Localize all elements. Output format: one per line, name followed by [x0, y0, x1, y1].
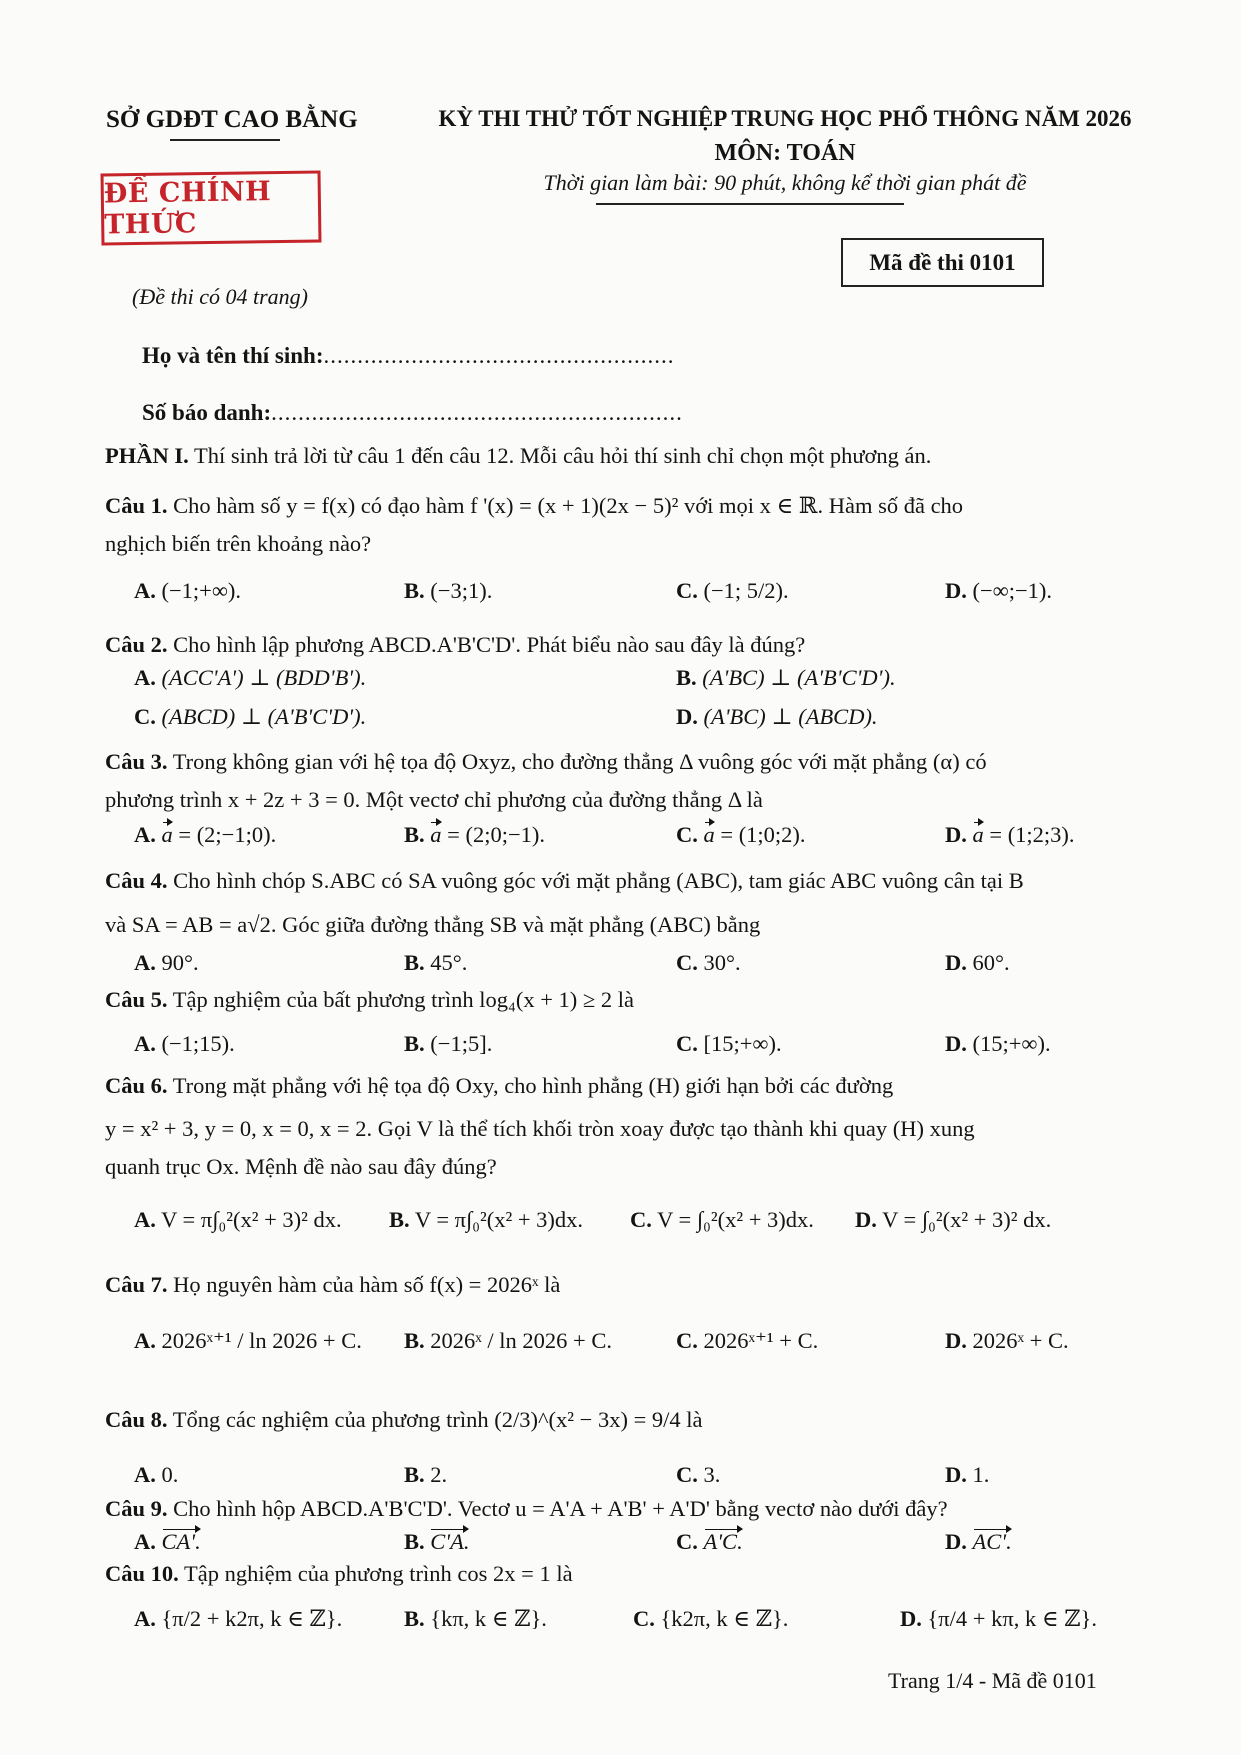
question-8: Câu 8. Tổng các nghiệm của phương trình (2/3)^(x² − 3x) = 9/4 là	[105, 1407, 703, 1432]
q3-option-d[interactable]: D. a = (1;2;3).	[945, 822, 1075, 847]
question-5: Câu 5. Tập nghiệm của bất phương trình log₄(x + 1) ≥ 2 là	[105, 987, 634, 1012]
q9-option-b[interactable]: B. C'A.	[404, 1529, 470, 1554]
q7-option-c[interactable]: C. 2026ˣ⁺¹ + C.	[676, 1328, 819, 1353]
candidate-name-field: Họ và tên thí sinh:....................................................	[142, 343, 675, 368]
q10-option-a[interactable]: A. {π/2 + k2π, k ∈ ℤ}.	[134, 1606, 343, 1631]
q2-option-c[interactable]: C. (ABCD) ⊥ (A'B'C'D').	[134, 704, 367, 729]
question-6-line-3: quanh trục Ox. Mệnh đề nào sau đây đúng?	[105, 1154, 497, 1179]
question-3: Câu 3. Trong không gian với hệ tọa độ Oxyz, cho đường thẳng Δ vuông góc với mặt phẳng (α) có	[105, 749, 987, 774]
question-10: Câu 10. Tập nghiệm của phương trình cos 2x = 1 là	[105, 1561, 573, 1586]
q5-option-d[interactable]: D. (15;+∞).	[945, 1031, 1051, 1056]
q3-option-c[interactable]: C. a = (1;0;2).	[676, 822, 806, 847]
question-6: Câu 6. Trong mặt phẳng với hệ tọa độ Oxy, cho hình phẳng (H) giới hạn bởi các đường	[105, 1073, 894, 1098]
q5-option-b[interactable]: B. (−1;5].	[404, 1031, 493, 1056]
q4-option-d[interactable]: D. 60°.	[945, 950, 1010, 975]
pages-note: (Đề thi có 04 trang)	[132, 284, 308, 309]
q1-option-c[interactable]: C. (−1; 5/2).	[676, 578, 789, 603]
q6-option-d[interactable]: D. V = ∫₀²(x² + 3)² dx.	[855, 1207, 1052, 1232]
q8-option-b[interactable]: B. 2.	[404, 1462, 448, 1487]
q7-option-d[interactable]: D. 2026ˣ + C.	[945, 1328, 1069, 1353]
q7-option-a[interactable]: A. 2026ˣ⁺¹ / ln 2026 + C.	[134, 1328, 362, 1353]
question-1-line-2: nghịch biến trên khoảng nào?	[105, 531, 372, 556]
part-1-heading: PHẦN I. Thí sinh trả lời từ câu 1 đến câu 12. Mỗi câu hỏi thí sinh chỉ chọn một phương án.	[105, 443, 932, 468]
page-footer: Trang 1/4 - Mã đề 0101	[888, 1668, 1097, 1693]
question-7: Câu 7. Họ nguyên hàm của hàm số f(x) = 2026ˣ là	[105, 1272, 561, 1297]
q5-option-c[interactable]: C. [15;+∞).	[676, 1031, 782, 1056]
q10-option-b[interactable]: B. {kπ, k ∈ ℤ}.	[404, 1606, 547, 1631]
question-4-line-2: và SA = AB = a√2. Góc giữa đường thẳng SB và mặt phẳng (ABC) bằng	[105, 912, 761, 937]
official-stamp: ĐỀ CHÍNH THỨC	[101, 170, 322, 245]
time-underline	[596, 203, 904, 205]
exam-subject: MÔN: TOÁN	[714, 140, 856, 166]
q4-option-a[interactable]: A. 90°.	[134, 950, 199, 975]
q1-option-d[interactable]: D. (−∞;−1).	[945, 578, 1053, 603]
q1-option-b[interactable]: B. (−3;1).	[404, 578, 493, 603]
candidate-id-label: Số báo danh:	[142, 400, 272, 425]
q4-option-b[interactable]: B. 45°.	[404, 950, 468, 975]
q9-option-d[interactable]: D. AC'.	[945, 1529, 1012, 1554]
q6-option-b[interactable]: B. V = π∫₀²(x² + 3)dx.	[389, 1207, 584, 1232]
candidate-name-label: Họ và tên thí sinh:	[142, 343, 324, 368]
exam-code: Mã đề thi 0101	[869, 249, 1016, 275]
q2-option-b[interactable]: B. (A'BC) ⊥ (A'B'C'D').	[676, 665, 896, 690]
q7-option-b[interactable]: B. 2026ˣ / ln 2026 + C.	[404, 1328, 612, 1353]
q8-option-a[interactable]: A. 0.	[134, 1462, 179, 1487]
q3-option-a[interactable]: A. a = (2;−1;0).	[134, 822, 277, 847]
question-2: Câu 2. Cho hình lập phương ABCD.A'B'C'D'. Phát biểu nào sau đây là đúng?	[105, 632, 806, 657]
q6-option-c[interactable]: C. V = ∫₀²(x² + 3)dx.	[630, 1207, 814, 1232]
exam-title: KỲ THI THỬ TỐT NGHIỆP TRUNG HỌC PHỔ THÔNG NĂM 2026	[438, 106, 1132, 131]
q9-option-c[interactable]: C. A'C.	[676, 1529, 743, 1554]
q3-option-b[interactable]: B. a = (2;0;−1).	[404, 822, 546, 847]
exam-code-box	[841, 238, 1044, 287]
q5-option-a[interactable]: A. (−1;15).	[134, 1031, 235, 1056]
q2-option-d[interactable]: D. (A'BC) ⊥ (ABCD).	[676, 704, 878, 729]
question-1: Câu 1. Cho hàm số y = f(x) có đạo hàm f '(x) = (x + 1)(2x − 5)² với mọi x ∈ ℝ. Hàm số đã cho	[105, 493, 964, 518]
q9-option-a[interactable]: A. CA'.	[134, 1529, 201, 1554]
department-underline	[170, 139, 280, 141]
q8-option-c[interactable]: C. 3.	[676, 1462, 721, 1487]
q8-option-d[interactable]: D. 1.	[945, 1462, 990, 1487]
q6-option-a[interactable]: A. V = π∫₀²(x² + 3)² dx.	[134, 1207, 342, 1232]
q10-option-d[interactable]: D. {π/4 + kπ, k ∈ ℤ}.	[900, 1606, 1097, 1631]
question-9: Câu 9. Cho hình hộp ABCD.A'B'C'D'. Vectơ u = A'A + A'B' + A'D' bằng vectơ nào dưới đây?	[105, 1496, 948, 1521]
question-6-line-2: y = x² + 3, y = 0, x = 0, x = 2. Gọi V là thể tích khối tròn xoay được tạo thành khi quay (H) xung	[105, 1116, 975, 1141]
q2-option-a[interactable]: A. (ACC'A') ⊥ (BDD'B').	[134, 665, 367, 690]
question-3-line-2: phương trình x + 2z + 3 = 0. Một vectơ chỉ phương của đường thẳng Δ là	[105, 787, 763, 812]
q4-option-c[interactable]: C. 30°.	[676, 950, 741, 975]
question-4: Câu 4. Cho hình chóp S.ABC có SA vuông góc với mặt phẳng (ABC), tam giác ABC vuông cân tại B	[105, 868, 1024, 893]
time-note: Thời gian làm bài: 90 phút, không kể thời gian phát đề	[543, 170, 1027, 195]
q1-option-a[interactable]: A. (−1;+∞).	[134, 578, 242, 603]
candidate-id-field: Số báo danh:.............................................................	[142, 400, 683, 425]
department-name: SỞ GDĐT CAO BẰNG	[106, 106, 358, 133]
q10-option-c[interactable]: C. {k2π, k ∈ ℤ}.	[633, 1606, 789, 1631]
